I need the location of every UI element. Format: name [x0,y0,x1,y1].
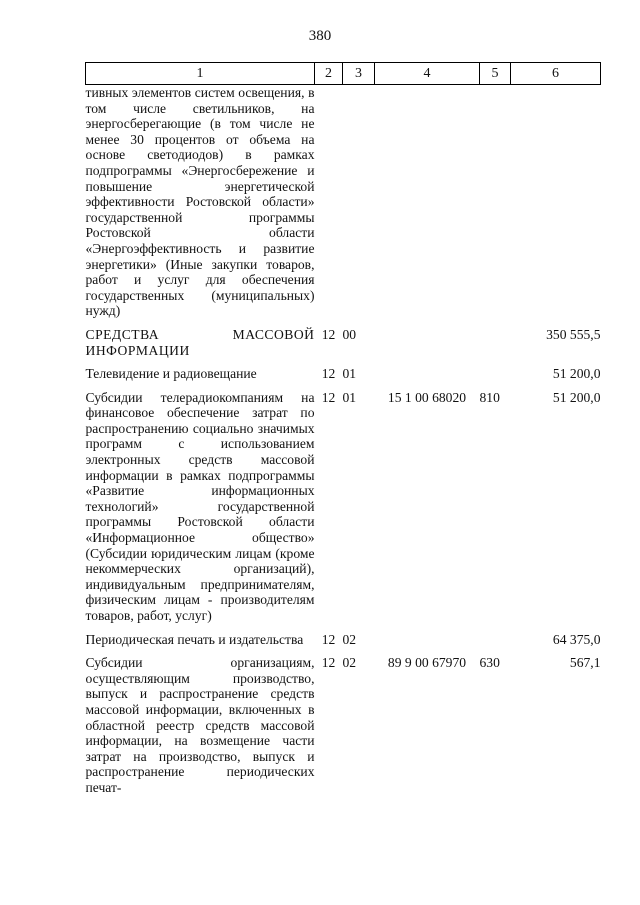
row-pr: 02 [342,631,357,647]
header-col-5: 5 [480,63,511,85]
table-row [86,655,601,795]
table-row [86,632,601,648]
table-row [86,366,601,382]
budget-table [85,62,601,796]
row-csr [375,327,480,358]
header-col-1: 1 [86,63,315,85]
row-rz: 12 [321,366,336,382]
header-col-4: 4 [375,63,480,85]
row-vr: 630 [479,655,500,671]
row-pr: 01 [342,366,357,382]
table-row [86,85,601,319]
row-name: СРЕДСТВА МАССОВОЙ ИНФОРМАЦИИ [85,326,315,358]
table-row [86,327,601,358]
header-row [86,63,601,85]
row-sum: 350 555,5 [546,326,601,342]
row-sum [511,85,601,319]
row-rz: 12 [321,389,336,405]
row-name: Субсидии телерадиокомпаниям на финансовое обеспечение затрат по распространению социально значимых программ с использованием электронных средств массовой информации в рамках подпрограммы «Развитие информационных технологий» государственной программы Ростовской области «Информационное общество» (Субсидии юридическим лицам (кроме некоммерческих организаций), индивидуальным предпринимателям, физическим лицам - производителям товаров, работ, услуг) [85,389,315,623]
row-csr [375,632,480,648]
table-row [86,390,601,624]
row-rz: 12 [321,326,336,342]
row-pr: 02 [342,655,357,671]
row-csr [375,366,480,382]
row-csr [375,85,480,319]
row-vr [480,327,511,358]
page-number: 380 [308,28,332,44]
row-pr [343,85,375,319]
row-name: Периодическая печать и издательства [85,631,304,647]
row-pr: 00 [342,326,357,342]
header-col-6: 6 [511,63,601,85]
header-col-3: 3 [343,63,375,85]
row-rz: 12 [321,631,336,647]
row-csr: 89 9 00 67970 [387,655,467,671]
row-rz: 12 [321,655,336,671]
row-vr [480,632,511,648]
row-sum: 51 200,0 [552,389,601,405]
header-col-2: 2 [315,63,343,85]
row-rz [315,85,343,319]
row-vr [480,366,511,382]
row-name: Субсидии организациям, осуществляющим производство, выпуск и распространение средств массовой информации, включенных в областной реестр средств массовой информации, на возмещение части затрат на производство, выпуск и распространение периодических печат- [85,655,315,795]
row-vr: 810 [479,389,500,405]
row-name: тивных элементов систем освещения, в том числе светильников, на энергосберегающие (в том числе не менее 30 процентов от объема на основе светодиодов) в рамках подпрограммы «Энергосбережение и повышение энергетической эффективности Ростовской области» государственной программы Ростовской области «Энергоэффективность и развитие энергетики» (Иные закупки товаров, работ и услуг для обеспечения государственных (муниципальных) нужд) [85,85,315,319]
row-name: Телевидение и радиовещание [85,366,257,382]
row-vr [480,85,511,319]
row-csr: 15 1 00 68020 [387,389,467,405]
row-pr: 01 [342,389,357,405]
row-sum: 51 200,0 [552,366,601,382]
row-sum: 64 375,0 [552,631,601,647]
row-sum: 567,1 [569,655,601,671]
